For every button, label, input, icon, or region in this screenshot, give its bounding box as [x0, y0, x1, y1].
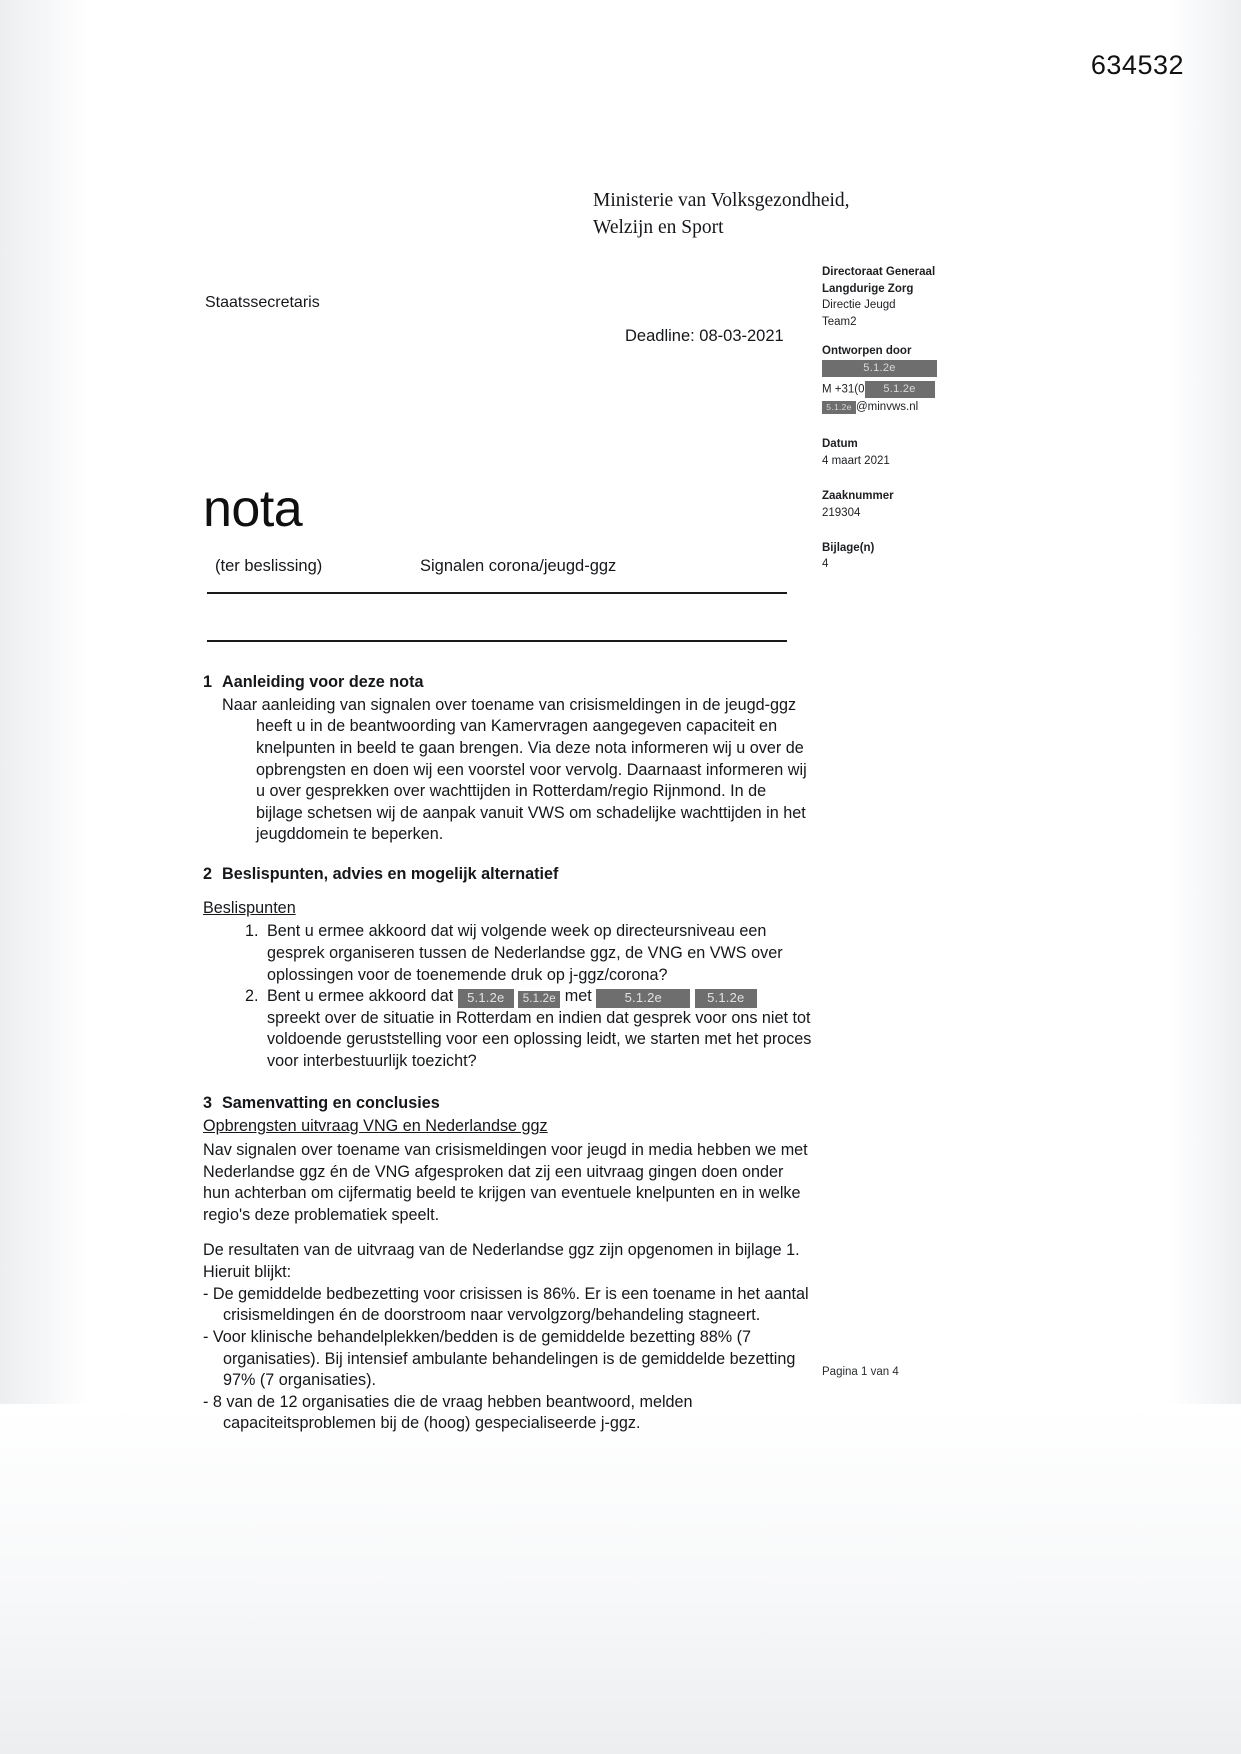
bijlage-value: 4: [822, 558, 829, 571]
beslispunten-list: [203, 921, 813, 1072]
metadata-sidebar: [822, 264, 1012, 587]
zaaknummer-label: Zaaknummer: [822, 489, 894, 502]
ministry-line-2: Welzijn en Sport: [593, 216, 724, 238]
divider-bottom: [207, 640, 787, 642]
beslispunt-2-post: spreekt: [267, 1008, 321, 1027]
phone-prefix: M +31(0: [822, 383, 865, 396]
section-3-paragraph-2: [203, 1240, 813, 1283]
section-3-heading: [203, 1093, 813, 1115]
document-number: 634532: [1090, 50, 1184, 80]
ministry-name: [593, 188, 850, 242]
finding-3: 8 van de 12 organisaties die de vraag hebben beantwoord, melden capaciteitsproblemen bij de (hoog) gespecialiseerde j-ggz.: [212, 1392, 693, 1433]
section-3-subheading: Opbrengsten uitvraag VNG en Nederlandse ggz: [203, 1117, 548, 1136]
datum-value: 4 maart 2021: [822, 454, 890, 467]
ontworpen-door-label: Ontworpen door: [822, 345, 912, 358]
author-redaction-row: [822, 360, 1012, 378]
team: Team2: [822, 316, 857, 329]
section-1-number: 1: [203, 673, 213, 691]
redaction-box-inline-d: 5.1.2e: [695, 989, 757, 1008]
section-3-paragraph-2-line-2: 1. Hieruit blijkt:: [203, 1241, 800, 1281]
list-item: [263, 921, 813, 986]
list-item: - Voor klinische behandelplekken/bedden is de gemiddelde bezetting 88% (7 organisaties). Bij intensief ambulante behandelingen is de gemiddelde bezetting 97% (7 organisaties).: [203, 1327, 796, 1390]
divider-top: [207, 592, 787, 594]
redaction-box-author: 5.1.2e: [822, 360, 937, 377]
redaction-box-inline-a: 5.1.2e: [458, 989, 514, 1008]
email-domain: @minvws.nl: [856, 401, 919, 414]
section-3-number: 3: [203, 1093, 213, 1112]
redaction-box-inline-c: 5.1.2e: [596, 989, 690, 1008]
section-1-title: Aanleiding voor deze nota: [222, 673, 424, 691]
section-1-heading: [203, 672, 813, 694]
redaction-box-phone: 5.1.2e: [865, 381, 935, 398]
directie: Directie Jeugd: [822, 299, 896, 312]
redaction-box-email: 5.1.2e: [822, 401, 856, 414]
beslispunt-2-rest: over de situatie in Rotterdam en indien dat gesprek voor ons niet tot voldoende geruststelling voor een oplossing leidt, we starten met het proces voor interbestuurlijk toezicht?: [267, 1008, 812, 1070]
bijlage-label: Bijlage(n): [822, 541, 875, 554]
bijlage-block: [822, 540, 1012, 574]
scan-edge-bottom: [0, 1404, 1241, 1754]
beslispunt-1-text: Bent u ermee akkoord dat wij volgende week op directeursniveau een gesprek organiseren tussen de Nederlandse ggz, de VNG en VWS over oplossingen voor de toenemende druk op j-ggz/corona?: [267, 922, 783, 984]
section-1-paragraph: [203, 695, 813, 846]
section-2-heading: [203, 864, 813, 886]
document-body: [203, 672, 813, 1435]
beslispunten-subheading: Beslispunten: [203, 898, 296, 917]
deadline: Deadline: 08-03-2021: [625, 327, 784, 345]
directorate-line-2: Langdurige Zorg: [822, 282, 914, 295]
email-row: [822, 399, 1012, 416]
list-item: [263, 986, 813, 1073]
section-2-number: 2: [203, 865, 213, 883]
zaaknummer-value: 219304: [822, 506, 861, 519]
nota-subject: Signalen corona/jeugd-ggz: [420, 557, 617, 575]
beslispunt-2-pre: Bent u ermee akkoord dat: [267, 987, 454, 1006]
section-1-paragraph-lead: Naar aanleiding van signalen over toename van crisismeldingen in de jeugd-ggz: [222, 695, 797, 714]
list-item: - 8 van de 12 organisaties die de vraag hebben beantwoord, melden capaciteitsproblemen bij de (hoog) gespecialiseerde j-ggz.: [203, 1392, 693, 1433]
redaction-box-inline-b: 5.1.2e: [518, 991, 560, 1008]
nota-subtitle: (ter beslissing): [215, 557, 323, 575]
section-2-title: Beslispunten, advies en mogelijk alternatief: [222, 865, 559, 883]
page-title: nota: [203, 480, 303, 538]
addressee: Staatssecretaris: [205, 294, 320, 311]
phone-row: [822, 381, 1012, 399]
finding-2: Voor klinische behandelplekken/bedden is de gemiddelde bezetting 88% (7 organisaties). Bij intensief ambulante behandelingen is de gemiddelde bezetting 97% (7 organisaties).: [212, 1327, 796, 1390]
datum-label: Datum: [822, 438, 858, 451]
finding-1: De gemiddelde bedbezetting voor crisissen is 86%. Er is een toename in het aantal crisismeldingen én de doorstroom naar vervolgzorg/behandeling stagneert.: [212, 1284, 809, 1325]
directorate-line-1: Directoraat Generaal: [822, 266, 936, 278]
ministry-line-1: Ministerie van Volksgezondheid,: [593, 190, 850, 211]
author-block: [822, 343, 1012, 416]
findings-list: [203, 1284, 813, 1435]
section-3-paragraph-1: Nav signalen over toename van crisismeldingen voor jeugd in media hebben we met Nederlandse ggz én de VNG afgesproken dat zij een uitvraag gingen doen onder hun achterban om cijfermatig beeld te krijgen van eventuele knelpunten en in welke regio's deze problematiek speelt.: [203, 1140, 808, 1224]
section-3-title: Samenvatting en conclusies: [222, 1093, 440, 1112]
zaaknummer-block: [822, 488, 1012, 522]
list-item: - De gemiddelde bedbezetting voor crisissen is 86%. Er is een toename in het aantal crisismeldingen én de doorstroom naar vervolgzorg/behandeling stagneert.: [203, 1284, 809, 1325]
section-1-paragraph-rest: heeft u in de beantwoording van Kamervragen aangegeven capaciteit en knelpunten in beeld te gaan brengen. Via deze nota informeren wij u over de opbrengsten en doen wij een voorstel voor vervolg. Daarnaast informeren wij u over gesprekken over wachttijden in Rotterdam/regio Rijnmond. In de bijlage schetsen wij de aanpak vanuit VWS om schadelijke wachttijden in het jeugddomein te beperken.: [256, 717, 807, 844]
page-footer: Pagina 1 van 4: [822, 1366, 899, 1378]
section-3-paragraph-2-line-1: De resultaten van de uitvraag van de Nederlandse ggz zijn opgenomen in bijlage: [203, 1241, 782, 1260]
beslispunt-2-mid: met: [564, 987, 592, 1006]
datum-block: [822, 436, 1012, 470]
directorate-block: [822, 264, 1012, 331]
